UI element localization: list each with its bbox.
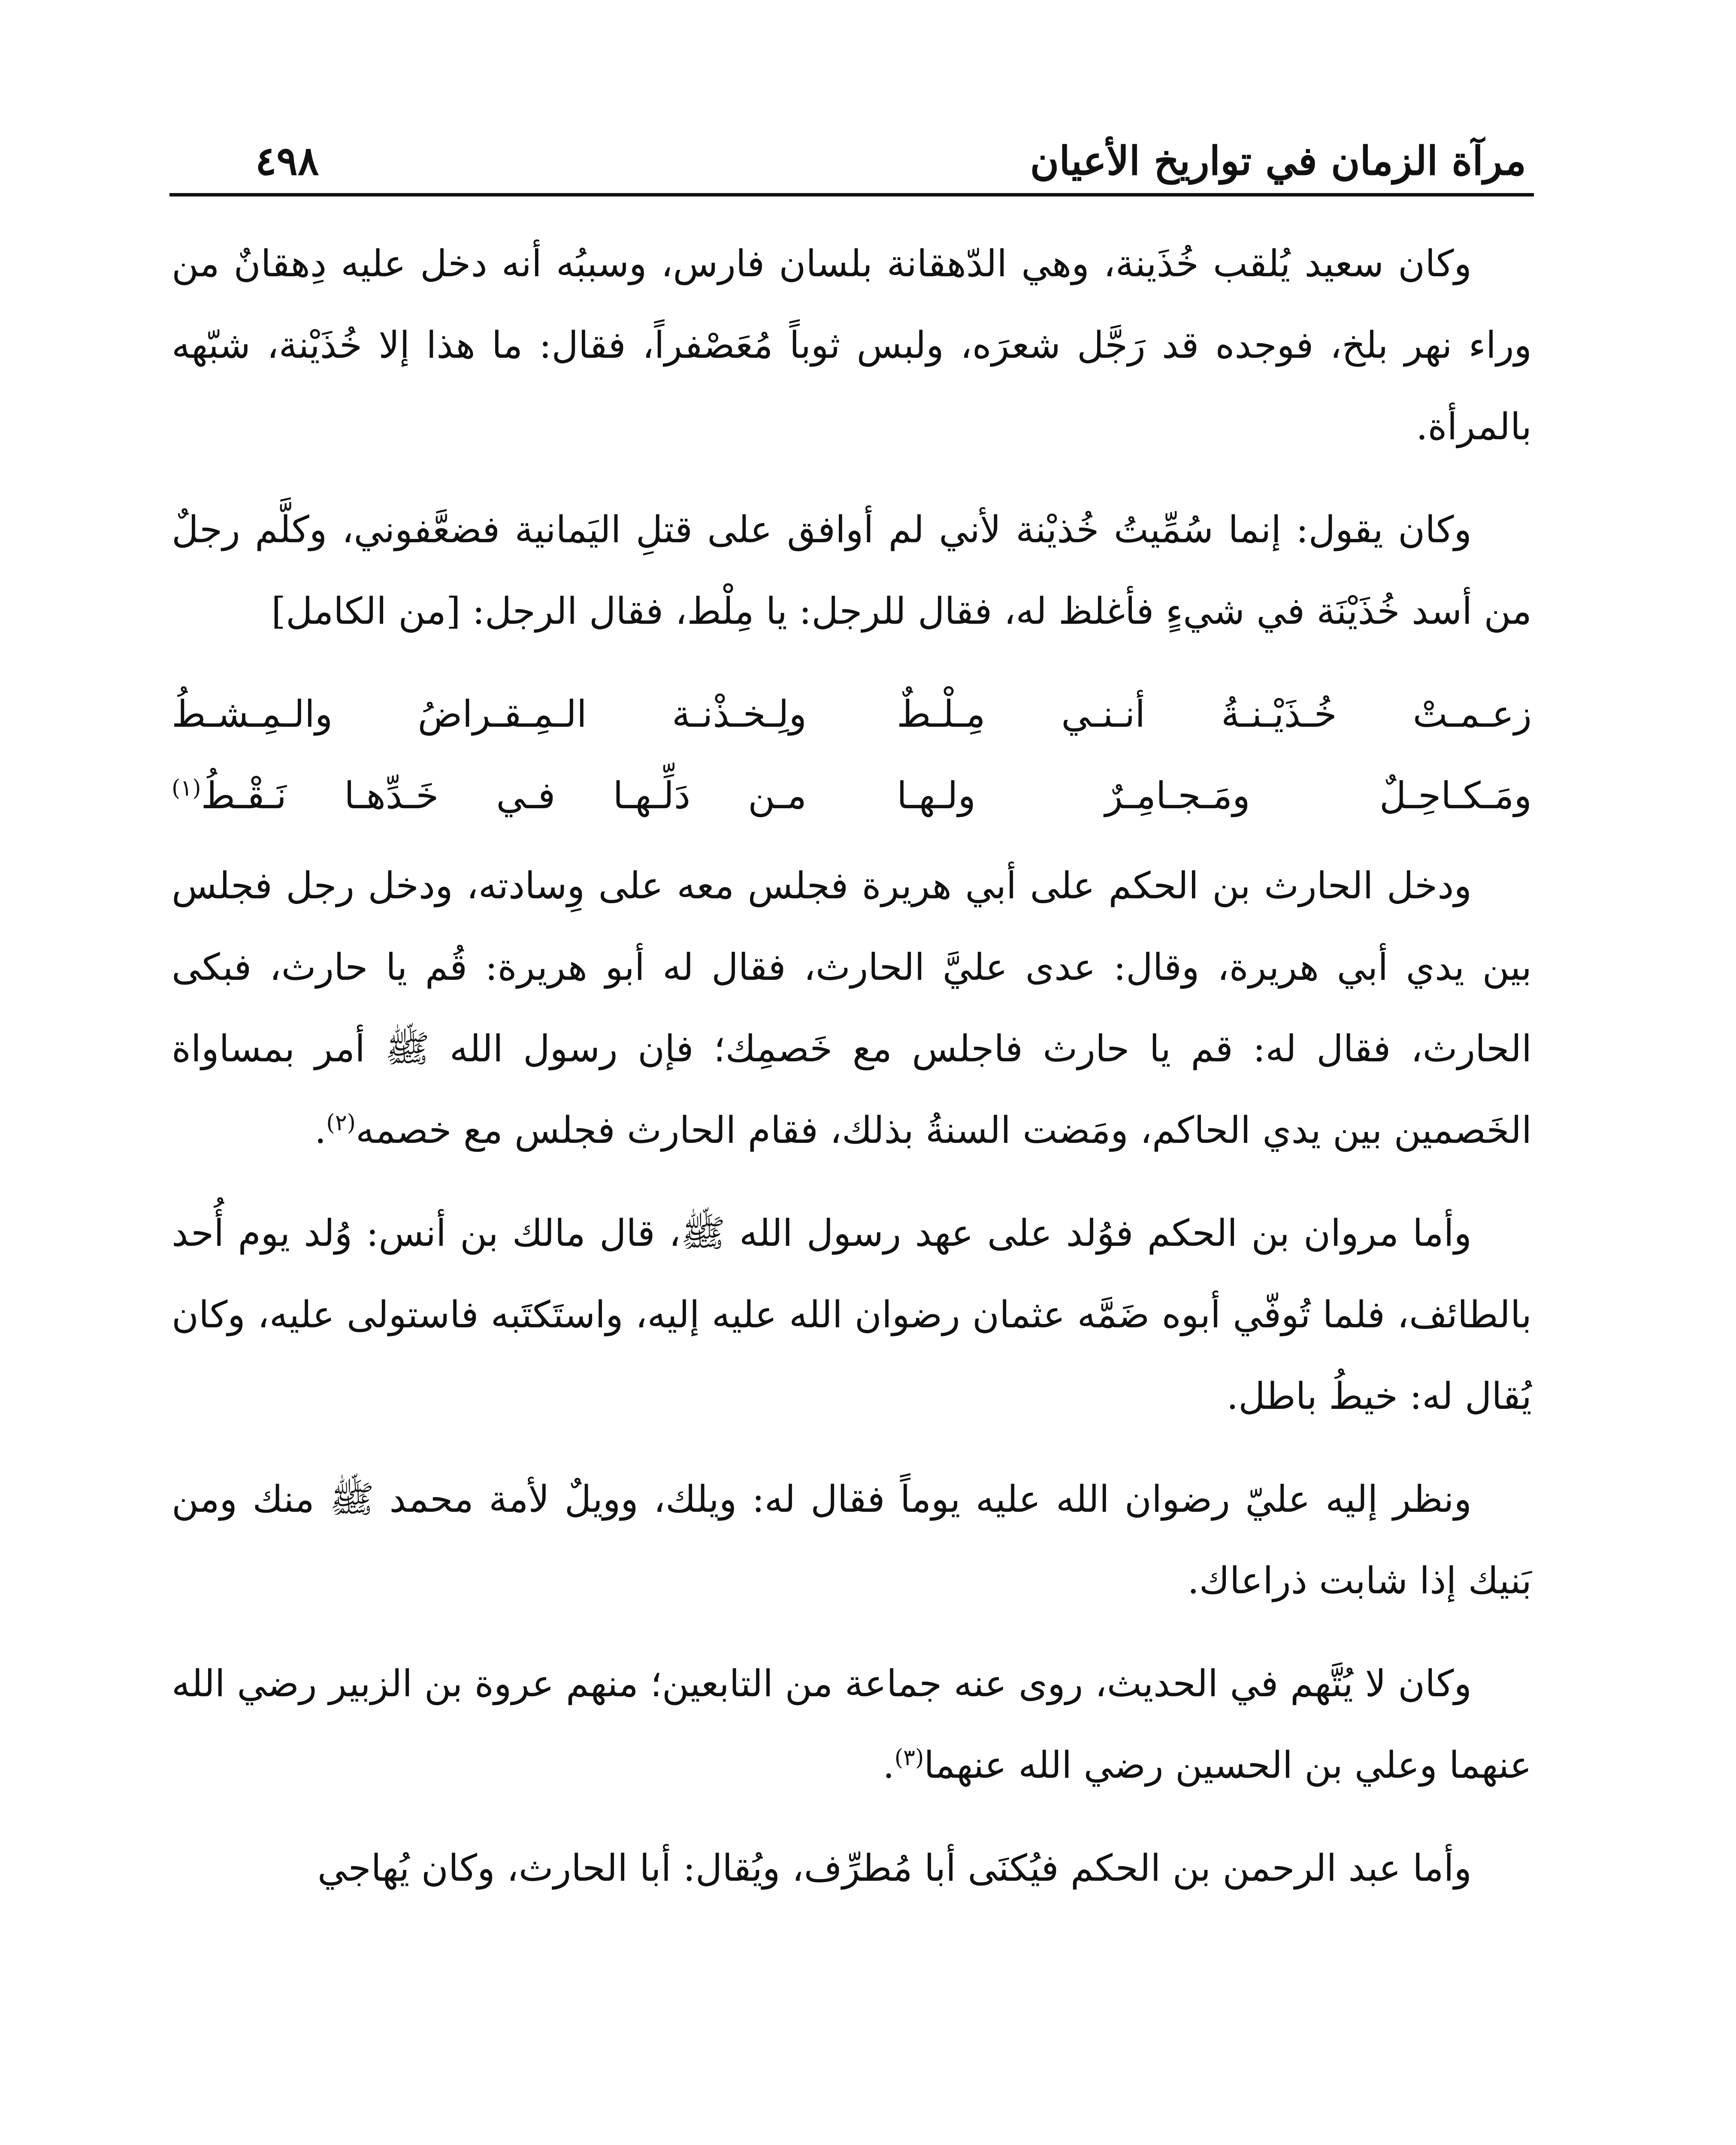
verse-1-first-hemistich: زعـمـتْ خُـذَيْـنـةُ أنـنـي مِـلْـطٌ [897,693,1532,736]
poem-verse-1 [172,674,1532,755]
paragraph-3-text: ودخل الحارث بن الحكم على أبي هريرة فجلس معه على وِسادته، ودخل رجل فجلس بين يدي أبي هريرة، وقال: عدى عليَّ الحارث، فقال له أبو هريرة: قُم يا حارث، فبكى الحارث، فقال له: قم يا حارث فاجلس مع خَصمِك؛ فإن رسول الله ﷺ أمر بمساواة الخَصمين بين يدي الحاكم، ومَضت السنةُ بذلك، فقام الحارث فجلس مع خصمه [172,864,1532,1152]
paragraph-6 [172,1643,1532,1806]
paragraph-2: وكان يقول: إنما سُمِّيتُ خُذيْنة لأني لم أوافق على قتلِ اليَمانية فضعَّفوني، وكلَّم رجلٌ من أسد خُذَيْنَة في شيءٍ فأغلظ له، فقال للرجل: يا مِلْط، فقال الرجل: [من الكامل] [172,508,1532,633]
page-header [169,129,1534,196]
paragraph-4: وأما مروان بن الحكم فوُلد على عهد رسول الله ﷺ، قال مالك بن أنس: وُلد يوم أُحد بالطائف، فلما تُوفّي أبوه ضَمَّه عثمان رضوان الله عليه إليه، واستَكتَبه فاستولى عليه، وكان يُقال له: خيطُ باطل. [172,1212,1532,1418]
verse-2-second-hemistich [172,755,807,837]
footnote-ref-3: (٣) [894,1745,924,1771]
paragraph-6-end: . [883,1744,895,1787]
page-number: ٤٩٨ [255,138,319,184]
running-title: مرآة الزمان في تواريخ الأعيان [1030,138,1526,184]
paragraph-7: وأما عبد الرحمن بن الحكم فيُكنَى أبا مُطرِّف، ويُقال: أبا الحارث، وكان يُهاجي [317,1847,1472,1890]
poem [172,674,1532,837]
paragraph-3 [172,845,1532,1171]
verse-1-second-hemistich: ولِـخـذْنـة الـمِـقـراضُ والـمِـشـطُ [172,693,807,736]
footnote-ref-2: (٢) [326,1110,356,1136]
main-text [172,223,1532,1930]
paragraph-6-text: وكان لا يُتَّهم في الحديث، روى عنه جماعة من التابعين؛ منهم عروة بن الزبير رضي الله عنهما وعلي بن الحسين رضي الله عنهما [172,1662,1532,1787]
paragraph-5: ونظر إليه عليّ رضوان الله عليه يوماً فقال له: ويلك، وويلٌ لأمة محمد ﷺ منك ومن بَنيك إذا شابت ذراعاك. [172,1478,1532,1602]
verse-2-first-hemistich: ومَـكـاحِـلٌ ومَـجـامِـرٌ ولـهـا [897,774,1532,817]
paragraph-3-end: . [315,1109,327,1152]
paragraph-1: وكان سعيد يُلقب خُذَينة، وهي الدّهقانة بلسان فارس، وسببُه أنه دخل عليه دِهقانٌ من وراء نهر بلخ، فوجده قد رَجَّل شعرَه، ولبس ثوباً مُعَصْفراً، فقال: ما هذا إلا خُذَيْنة، شبّهه بالمرأة. [172,242,1532,448]
verse-2-second-text: مـن دَلِّـهـا فـي خَـدِّهـا نَـقْـطُ [201,774,807,817]
footnote-ref-1: (١) [172,775,201,801]
poem-verse-2 [172,755,1532,837]
